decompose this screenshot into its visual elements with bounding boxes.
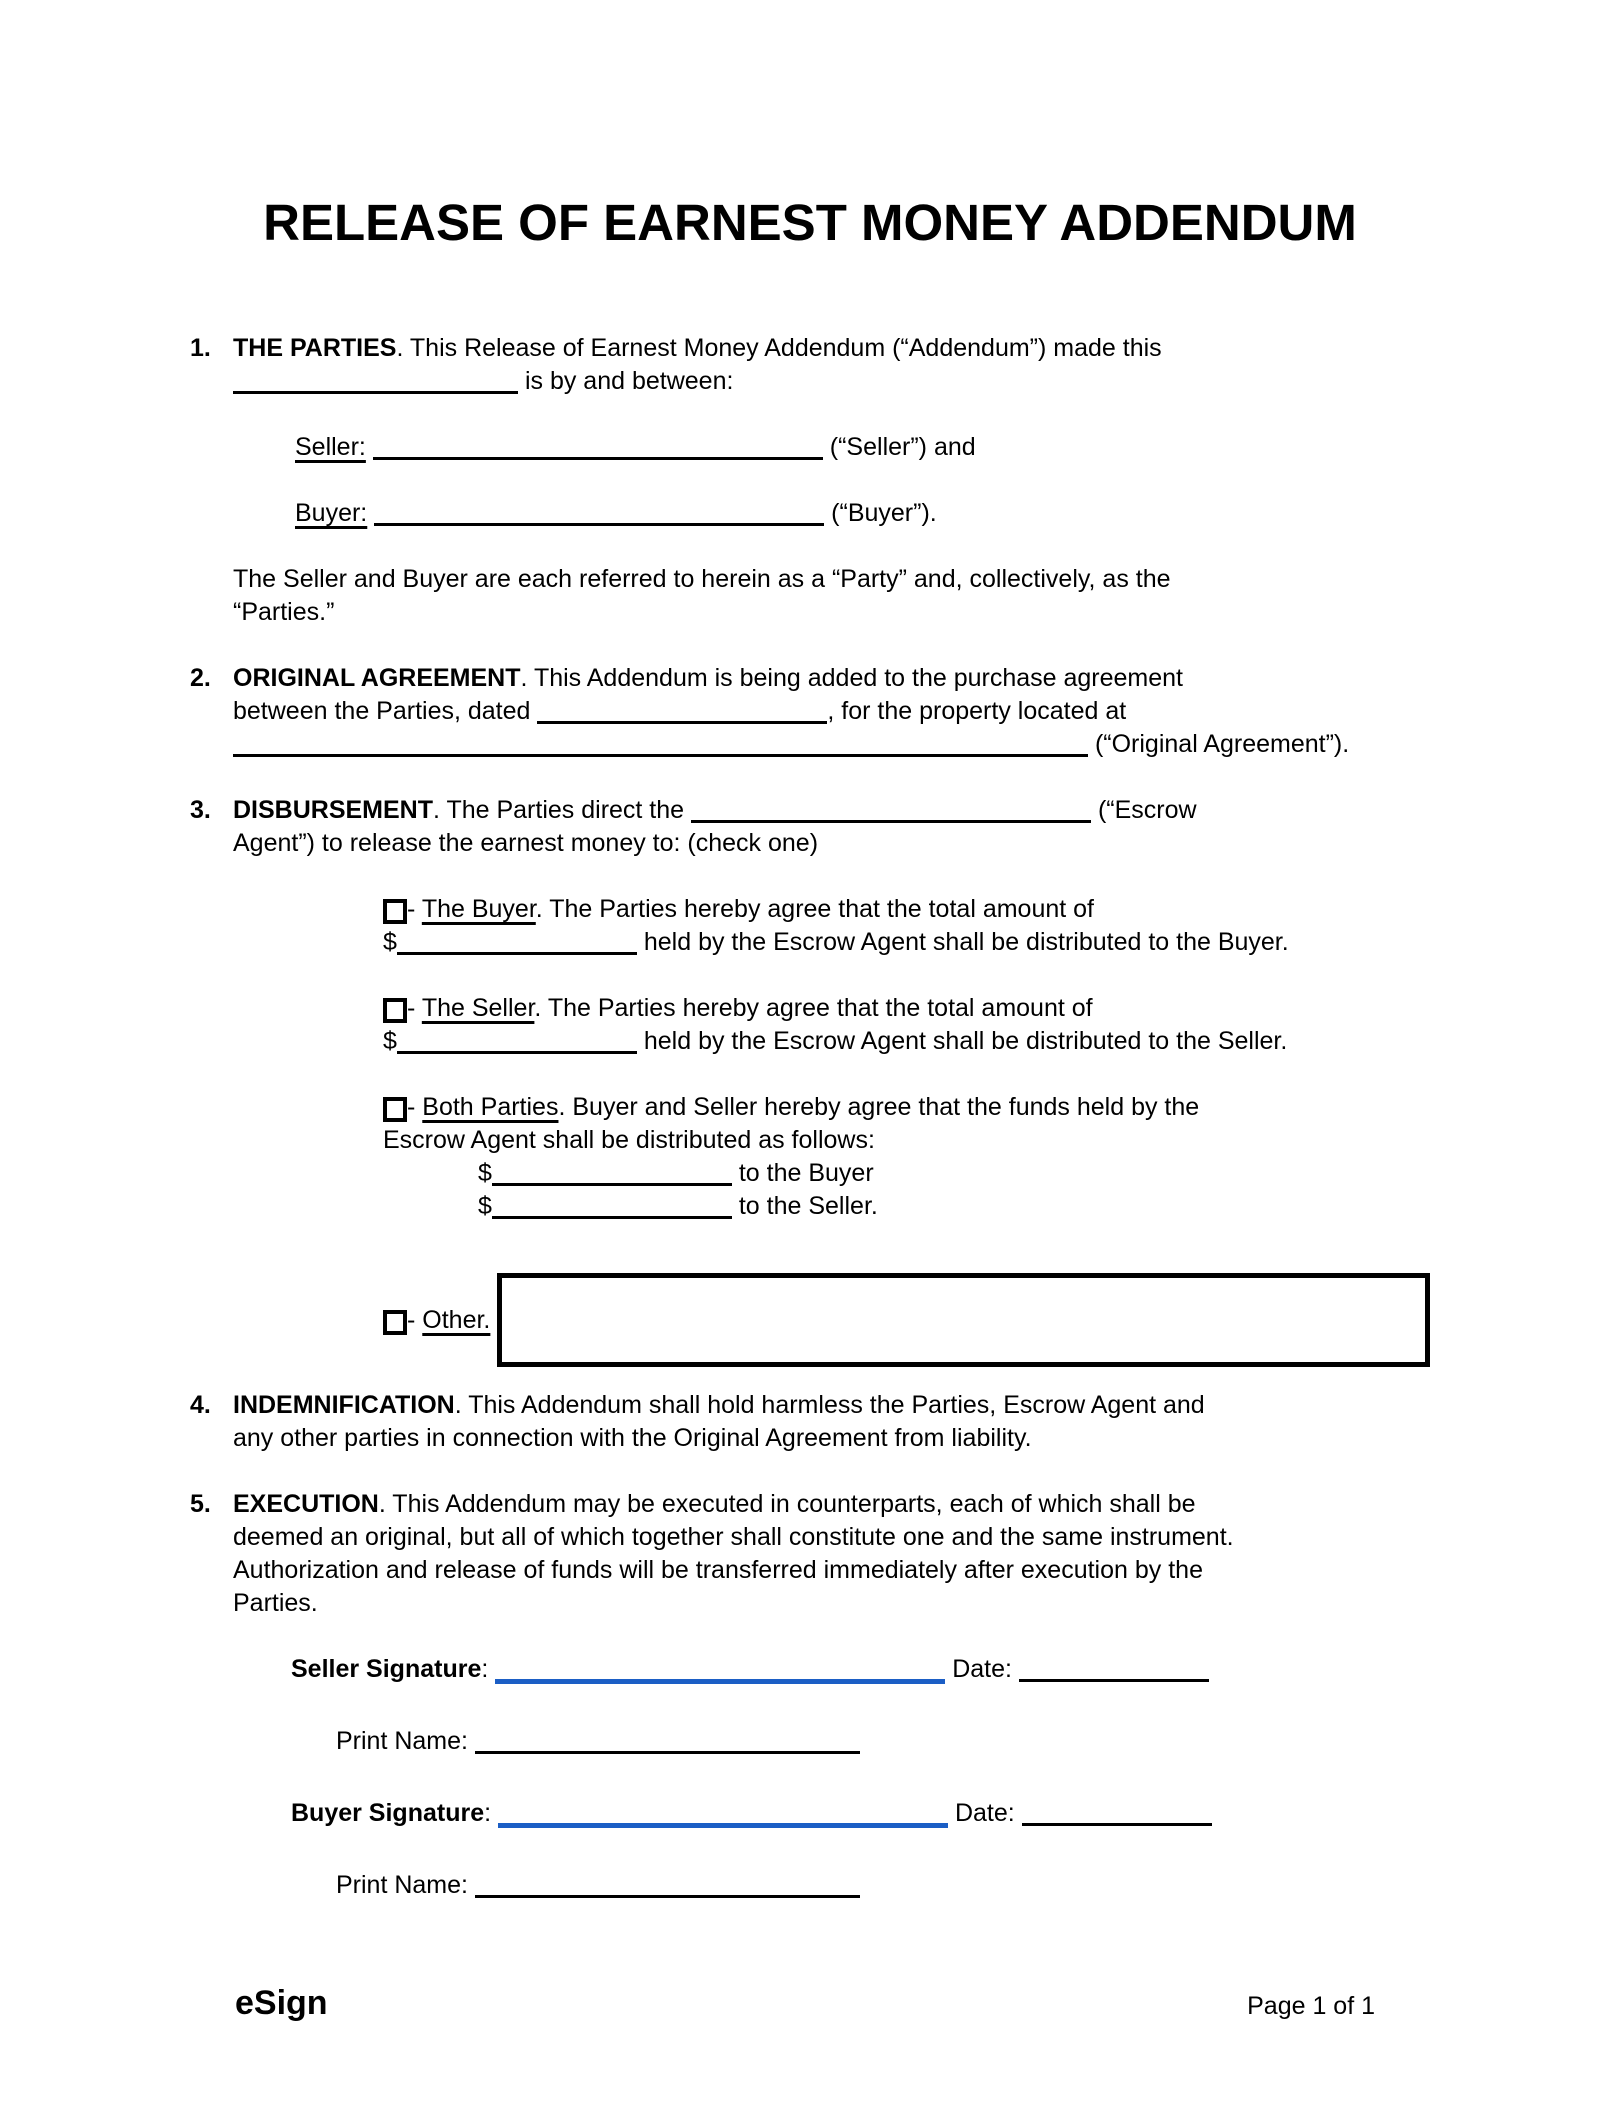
option-the-buyer: [383, 893, 1430, 959]
section-text: The Seller and Buyer are each referred to herein as a “Party” and, collectively, as the: [233, 565, 1171, 593]
page-number: Page 1 of 1: [1247, 1992, 1375, 2020]
section-number: 2.: [190, 664, 211, 692]
dash: -: [407, 1093, 423, 1121]
dollar-sign: $: [478, 1192, 492, 1220]
section-text: any other parties in connection with the Original Agreement from liability.: [233, 1424, 1032, 1452]
blank-seller-name[interactable]: [373, 457, 823, 460]
section-indemnification: [190, 1389, 1430, 1455]
colon: :: [484, 1799, 492, 1827]
seller-signature-row: [291, 1653, 1430, 1686]
section-heading: DISBURSEMENT: [233, 796, 434, 824]
section-heading: THE PARTIES: [233, 334, 397, 362]
parties-intro: [233, 332, 1430, 398]
date-label: Date:: [954, 1799, 1015, 1827]
option-label: The Seller: [421, 994, 535, 1022]
blank-seller-amount[interactable]: [397, 1051, 637, 1054]
seller-label: Seller:: [295, 433, 366, 461]
seller-print-name-row: [336, 1725, 1430, 1758]
buyer-label: Buyer:: [295, 499, 368, 527]
dash: -: [407, 994, 422, 1022]
checkbox-both-parties[interactable]: [383, 1097, 407, 1122]
section-body: [233, 1389, 1430, 1455]
blank-both-buyer-amount[interactable]: [492, 1183, 732, 1186]
section-text: between the Parties, dated: [233, 697, 531, 725]
dollar-sign: $: [383, 1027, 397, 1055]
colon: :: [481, 1655, 489, 1683]
section-heading: INDEMNIFICATION: [233, 1391, 455, 1419]
checkbox-the-buyer[interactable]: [383, 899, 407, 924]
option-both-parties: [383, 1091, 1430, 1223]
section-body: [233, 662, 1430, 761]
section-text: deemed an original, but all of which together shall constitute one and the same instrument.: [233, 1523, 1234, 1551]
section-execution: [190, 1488, 1430, 1620]
option-text: held by the Escrow Agent shall be distributed to the Seller.: [643, 1027, 1288, 1055]
dash: -: [407, 895, 422, 923]
option-text: to the Seller.: [738, 1192, 878, 1220]
option-label: The Buyer: [421, 895, 536, 923]
section-body: [233, 794, 1430, 1367]
document-title: RELEASE OF EARNEST MONEY ADDENDUM: [263, 194, 1357, 251]
section-text: Authorization and release of funds will be transferred immediately after execution by the: [233, 1556, 1203, 1584]
seller-line: [295, 431, 1430, 464]
section-text: , for the property located at: [827, 697, 1127, 725]
section-body: [233, 1488, 1430, 1620]
section-text: Parties.: [233, 1589, 318, 1617]
page-footer: [190, 1984, 1430, 2023]
section-disbursement: [190, 794, 1430, 1367]
print-name-label: Print Name:: [336, 1727, 468, 1755]
section-text: . This Addendum is being added to the purchase agreement: [520, 664, 1184, 692]
blank-addendum-date[interactable]: [233, 391, 518, 394]
checkbox-other[interactable]: [383, 1310, 407, 1335]
section-body: [233, 332, 1430, 629]
section-text: . This Addendum shall hold harmless the Parties, Escrow Agent and: [454, 1391, 1205, 1419]
section-parties: [190, 332, 1430, 629]
buyer-date-line[interactable]: [1022, 1823, 1212, 1826]
option-text: . The Parties hereby agree that the total amount of: [534, 994, 1093, 1022]
buyer-print-name-line[interactable]: [475, 1895, 860, 1898]
seller-print-name-line[interactable]: [475, 1751, 860, 1754]
section-text: . This Addendum may be executed in counterparts, each of which shall be: [378, 1490, 1196, 1518]
buyer-line: [295, 497, 1430, 530]
option-other: [383, 1273, 1430, 1367]
section-original-agreement: [190, 662, 1430, 761]
blank-both-seller-amount[interactable]: [492, 1216, 732, 1219]
blank-property-address[interactable]: [233, 754, 1088, 757]
option-label: Both Parties: [422, 1093, 559, 1121]
option-the-seller: [383, 992, 1430, 1058]
footer-brand: eSign: [235, 1984, 328, 2022]
seller-signature-label: Seller Signature: [291, 1655, 482, 1683]
dash: -: [407, 1305, 423, 1334]
section-text: . This Release of Earnest Money Addendum (“Addendum”) made this: [396, 334, 1162, 362]
date-label: Date:: [952, 1655, 1012, 1683]
section-number: 1.: [190, 334, 211, 362]
section-number: 3.: [190, 796, 211, 824]
other-details-box[interactable]: [497, 1273, 1430, 1367]
buyer-print-name-row: [336, 1869, 1430, 1902]
blank-buyer-name[interactable]: [374, 523, 824, 526]
blank-agreement-date[interactable]: [537, 721, 827, 724]
option-text: to the Buyer: [738, 1159, 874, 1187]
section-text: . The Parties direct the: [433, 796, 685, 824]
section-text: (“Seller”) and: [829, 433, 976, 461]
disbursement-intro: [233, 794, 1430, 860]
section-text: Agent”) to release the earnest money to: (check one): [233, 829, 819, 857]
parties-definition: [233, 563, 1430, 629]
section-number: 4.: [190, 1391, 211, 1419]
dollar-sign: $: [383, 928, 397, 956]
section-heading: ORIGINAL AGREEMENT: [233, 664, 521, 692]
seller-signature-line[interactable]: [495, 1679, 945, 1684]
seller-date-line[interactable]: [1019, 1679, 1209, 1682]
option-text: . The Parties hereby agree that the total amount of: [535, 895, 1094, 923]
option-text: Escrow Agent shall be distributed as follows:: [383, 1126, 875, 1154]
blank-escrow-agent-name[interactable]: [691, 820, 1091, 823]
section-text: (“Original Agreement”).: [1094, 730, 1350, 758]
dollar-sign: $: [478, 1159, 492, 1187]
section-text: is by and between:: [524, 367, 734, 395]
section-text: (“Buyer”).: [831, 499, 937, 527]
section-text: (“Escrow: [1097, 796, 1197, 824]
section-number: 5.: [190, 1490, 211, 1518]
buyer-signature-row: [291, 1797, 1430, 1830]
buyer-signature-label: Buyer Signature: [291, 1799, 485, 1827]
option-text: held by the Escrow Agent shall be distributed to the Buyer.: [643, 928, 1289, 956]
section-heading: EXECUTION: [233, 1490, 379, 1518]
option-label: Other.: [422, 1305, 491, 1334]
option-text: . Buyer and Seller hereby agree that the funds held by the: [558, 1093, 1200, 1121]
section-text: “Parties.”: [233, 598, 335, 626]
checkbox-the-seller[interactable]: [383, 998, 407, 1023]
buyer-signature-line[interactable]: [498, 1823, 948, 1828]
blank-buyer-amount[interactable]: [397, 952, 637, 955]
print-name-label: Print Name:: [336, 1871, 468, 1899]
